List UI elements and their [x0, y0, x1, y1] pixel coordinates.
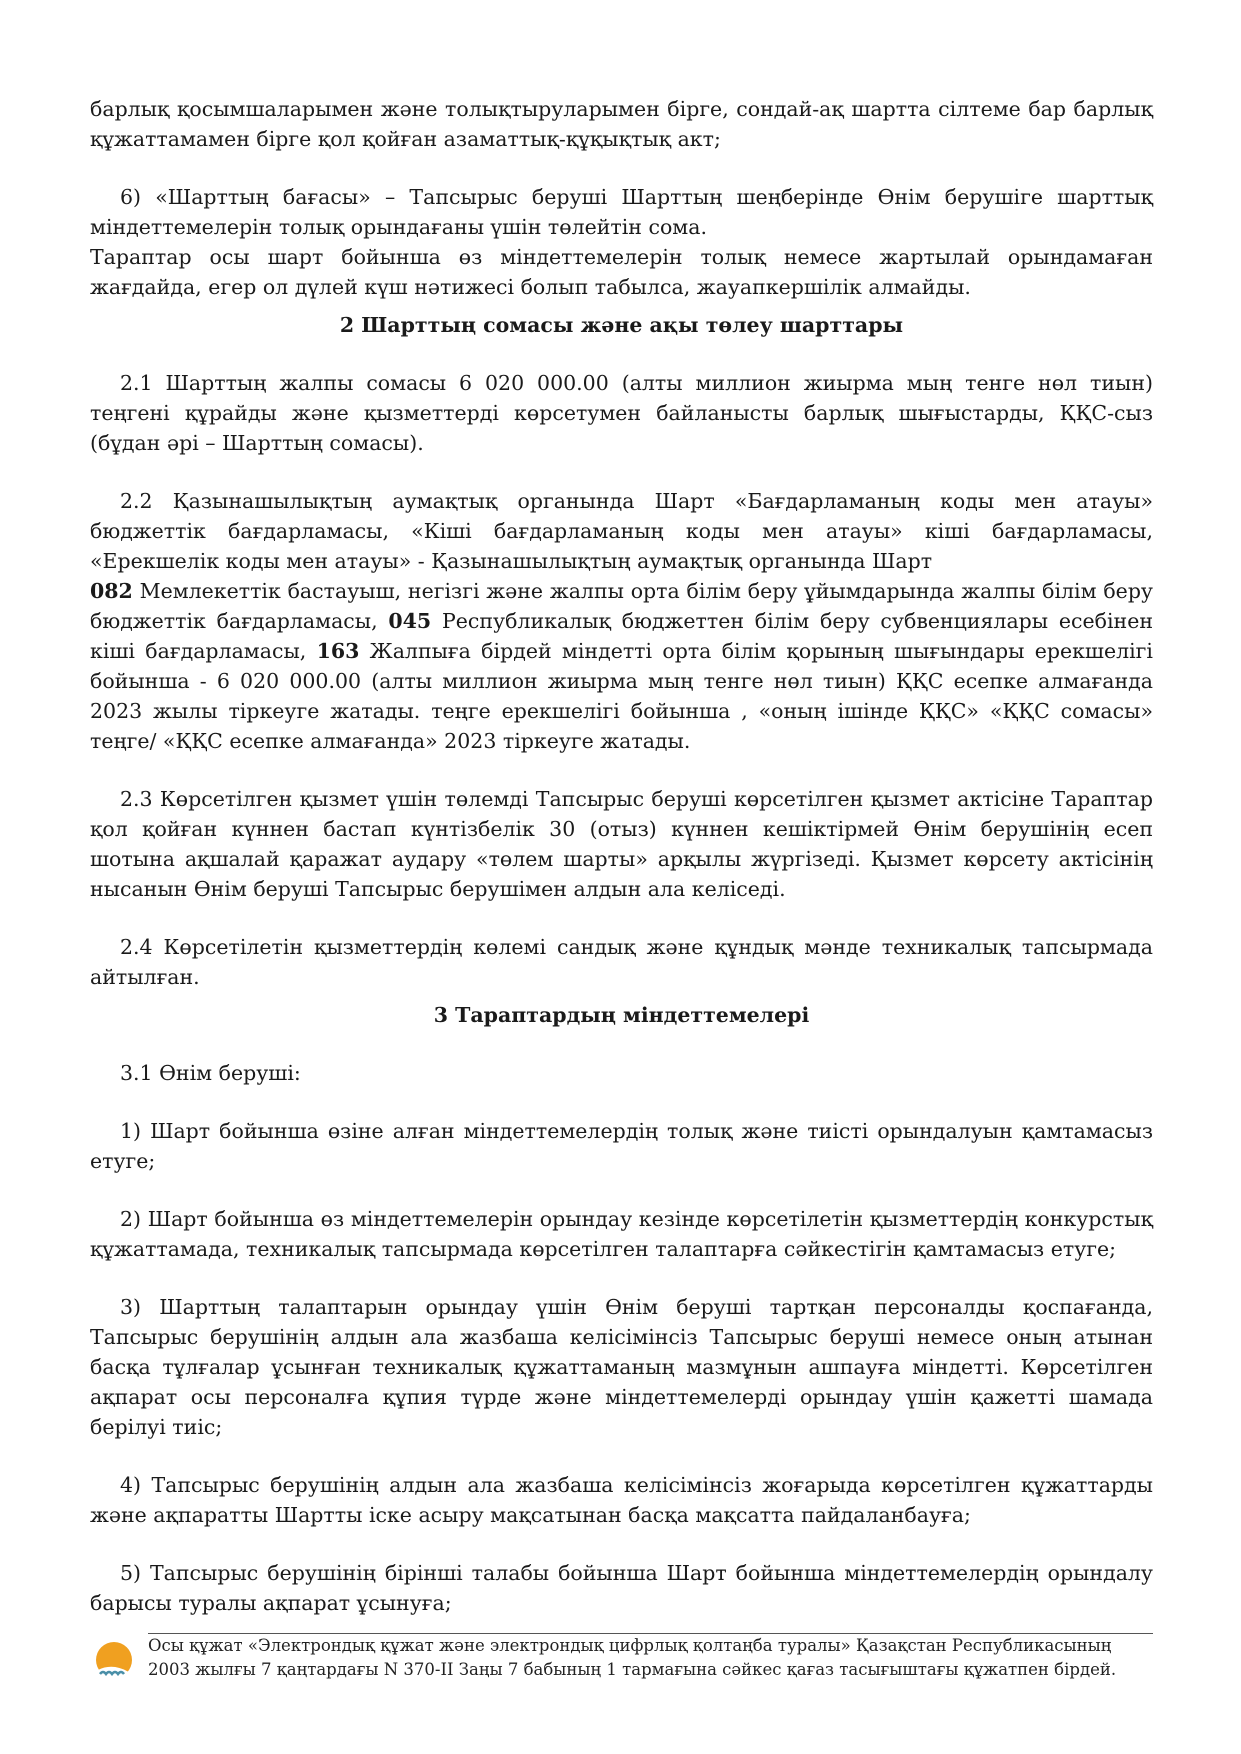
egov-logo-icon — [92, 1640, 138, 1686]
definition-item-6: 6) «Шарттың бағасы» – Тапсырыс беруші Шарттың шеңберінде Өнім берушіге шарттық міндеттемелерін толық орындағаны үшін төлейтін сома. — [90, 185, 1153, 239]
section-2-heading: 2 Шарттың сомасы және ақы төлеу шарттары — [339, 313, 904, 337]
clause-2-4: 2.4 Көрсетілетін қызметтердің көлемі сандық және құндық мәнде техникалық тапсырмада айтылған. — [90, 935, 1153, 989]
clause-2-1: 2.1 Шарттың жалпы сомасы 6 020 000.00 (алты миллион жиырма мың тенге нөл тиын) теңгені құрайды және қызметтерді көрсетумен байланысты барлық шығыстарды, ҚҚС-сыз (бұдан әрі – Шарттың сомасы). — [90, 371, 1153, 455]
clause-2-2-intro: 2.2 Қазынашылықтың аумақтық органында Шарт «Бағдарламаның коды мен атауы» бюджеттік бағдарламасы, «Кіші бағдарламаның коды мен атауы» кіші бағдарламасы, «Ерекшелік коды мен атауы» - Қазынашылықтың аумақтық органында Шарт — [90, 489, 1153, 573]
budget-program-code: 082 — [90, 579, 133, 603]
obligation-item-3: 3) Шарттың талаптарын орындау үшін Өнім беруші тартқан персоналды қоспағанда, Тапсырыс берушінің алдын ала жазбаша келісімінсіз Тапсырыс беруші немесе оның атынан басқа тұлғалар ұсынған техникалық құжаттаманың мазмұнын ашпауға міндетті. Көрсетілген ақпарат осы персоналға құпия түрде және міндеттемелерді орындау үшін қажетті шамада берілуі тиіс; — [90, 1295, 1153, 1439]
force-majeure-paragraph: Тараптар осы шарт бойынша өз міндеттемелерін толық немесе жартылай орындамаған жағдайда, егер ол дүлей күш нәтижесі болып табылса, жауапкершілік алмайды. — [90, 245, 1153, 299]
section-3-heading: 3 Тараптардың міндеттемелері — [433, 1003, 810, 1027]
clause-2-2-codes: 082 Мемлекеттік бастауыш, негізгі және жалпы орта білім беру ұйымдарында жалпы білім беру бюджеттік бағдарламасы, 045 Республикалық бюджеттен білім беру субвенциялары есебінен кіші бағдарламасы, 163 Жалпыға бірдей міндетті орта білім қорының шығындары ерекшелігі бойынша - 6 020 000.00 (алты миллион жиырма мың тенге нөл тиын) ҚҚС есепке алмағанда 2023 жылы тіркеуге жатады. теңге ерекшелігі бойынша , «оның ішінде ҚҚС» «ҚҚС сомасы» теңге/ «ҚҚС есепке алмағанда» 2023 тіркеуге жатады. — [90, 579, 1153, 753]
document-page — [90, 94, 1153, 1618]
continuation-paragraph: барлық қосымшаларымен және толықтыруларымен бірге, сондай-ақ шартта сілтеме бар барлық құжаттамамен бірге қол қойған азаматтық-құқықтық акт; — [90, 97, 1153, 151]
clause-2-2 — [90, 486, 1153, 756]
specific-code: 163 — [316, 639, 360, 663]
obligation-item-2: 2) Шарт бойынша өз міндеттемелерін орындау кезінде көрсетілетін қызметтердің конкурстық құжаттамада, техникалық тапсырмада көрсетілген талаптарға сәйкестігін қамтамасыз етуге; — [90, 1207, 1153, 1261]
obligation-item-5: 5) Тапсырыс берушінің бірінші талабы бойынша Шарт бойынша міндеттемелердің орындалу барысы туралы ақпарат ұсынуға; — [90, 1561, 1153, 1615]
obligation-item-1: 1) Шарт бойынша өзіне алған міндеттемелердің толық және тиісті орындалуын қамтамасыз етуге; — [90, 1119, 1153, 1173]
footer-legal-note: Осы құжат «Электрондық құжат және электрондық цифрлық қолтаңба туралы» Қазақстан Республикасының 2003 жылғы 7 қаңтардағы N 370-II Заңы 7 бабының 1 тармағына сәйкес қағаз тасығыштағы құжатпен бірдей. — [148, 1636, 1117, 1679]
clause-2-3: 2.3 Көрсетілген қызмет үшін төлемді Тапсырыс беруші көрсетілген қызмет актісіне Тараптар қол қойған күннен бастап күнтізбелік 30 (отыз) күннен кешіктірмей Өнім берушінің есеп шотына ақшалай қаражат аудару «төлем шарты» арқылы жүргізеді. Қызмет көрсету актісінің нысанын Өнім беруші Тапсырыс берушімен алдын ала келіседі. — [90, 787, 1153, 901]
subprogram-code: 045 — [388, 609, 432, 633]
clause-3-1: 3.1 Өнім беруші: — [120, 1061, 301, 1085]
obligation-item-4: 4) Тапсырыс берушінің алдын ала жазбаша келісімінсіз жоғарыда көрсетілген құжаттарды және ақпаратты Шартты іске асыру мақсатынан басқа мақсатта пайдаланбауға; — [90, 1473, 1153, 1527]
